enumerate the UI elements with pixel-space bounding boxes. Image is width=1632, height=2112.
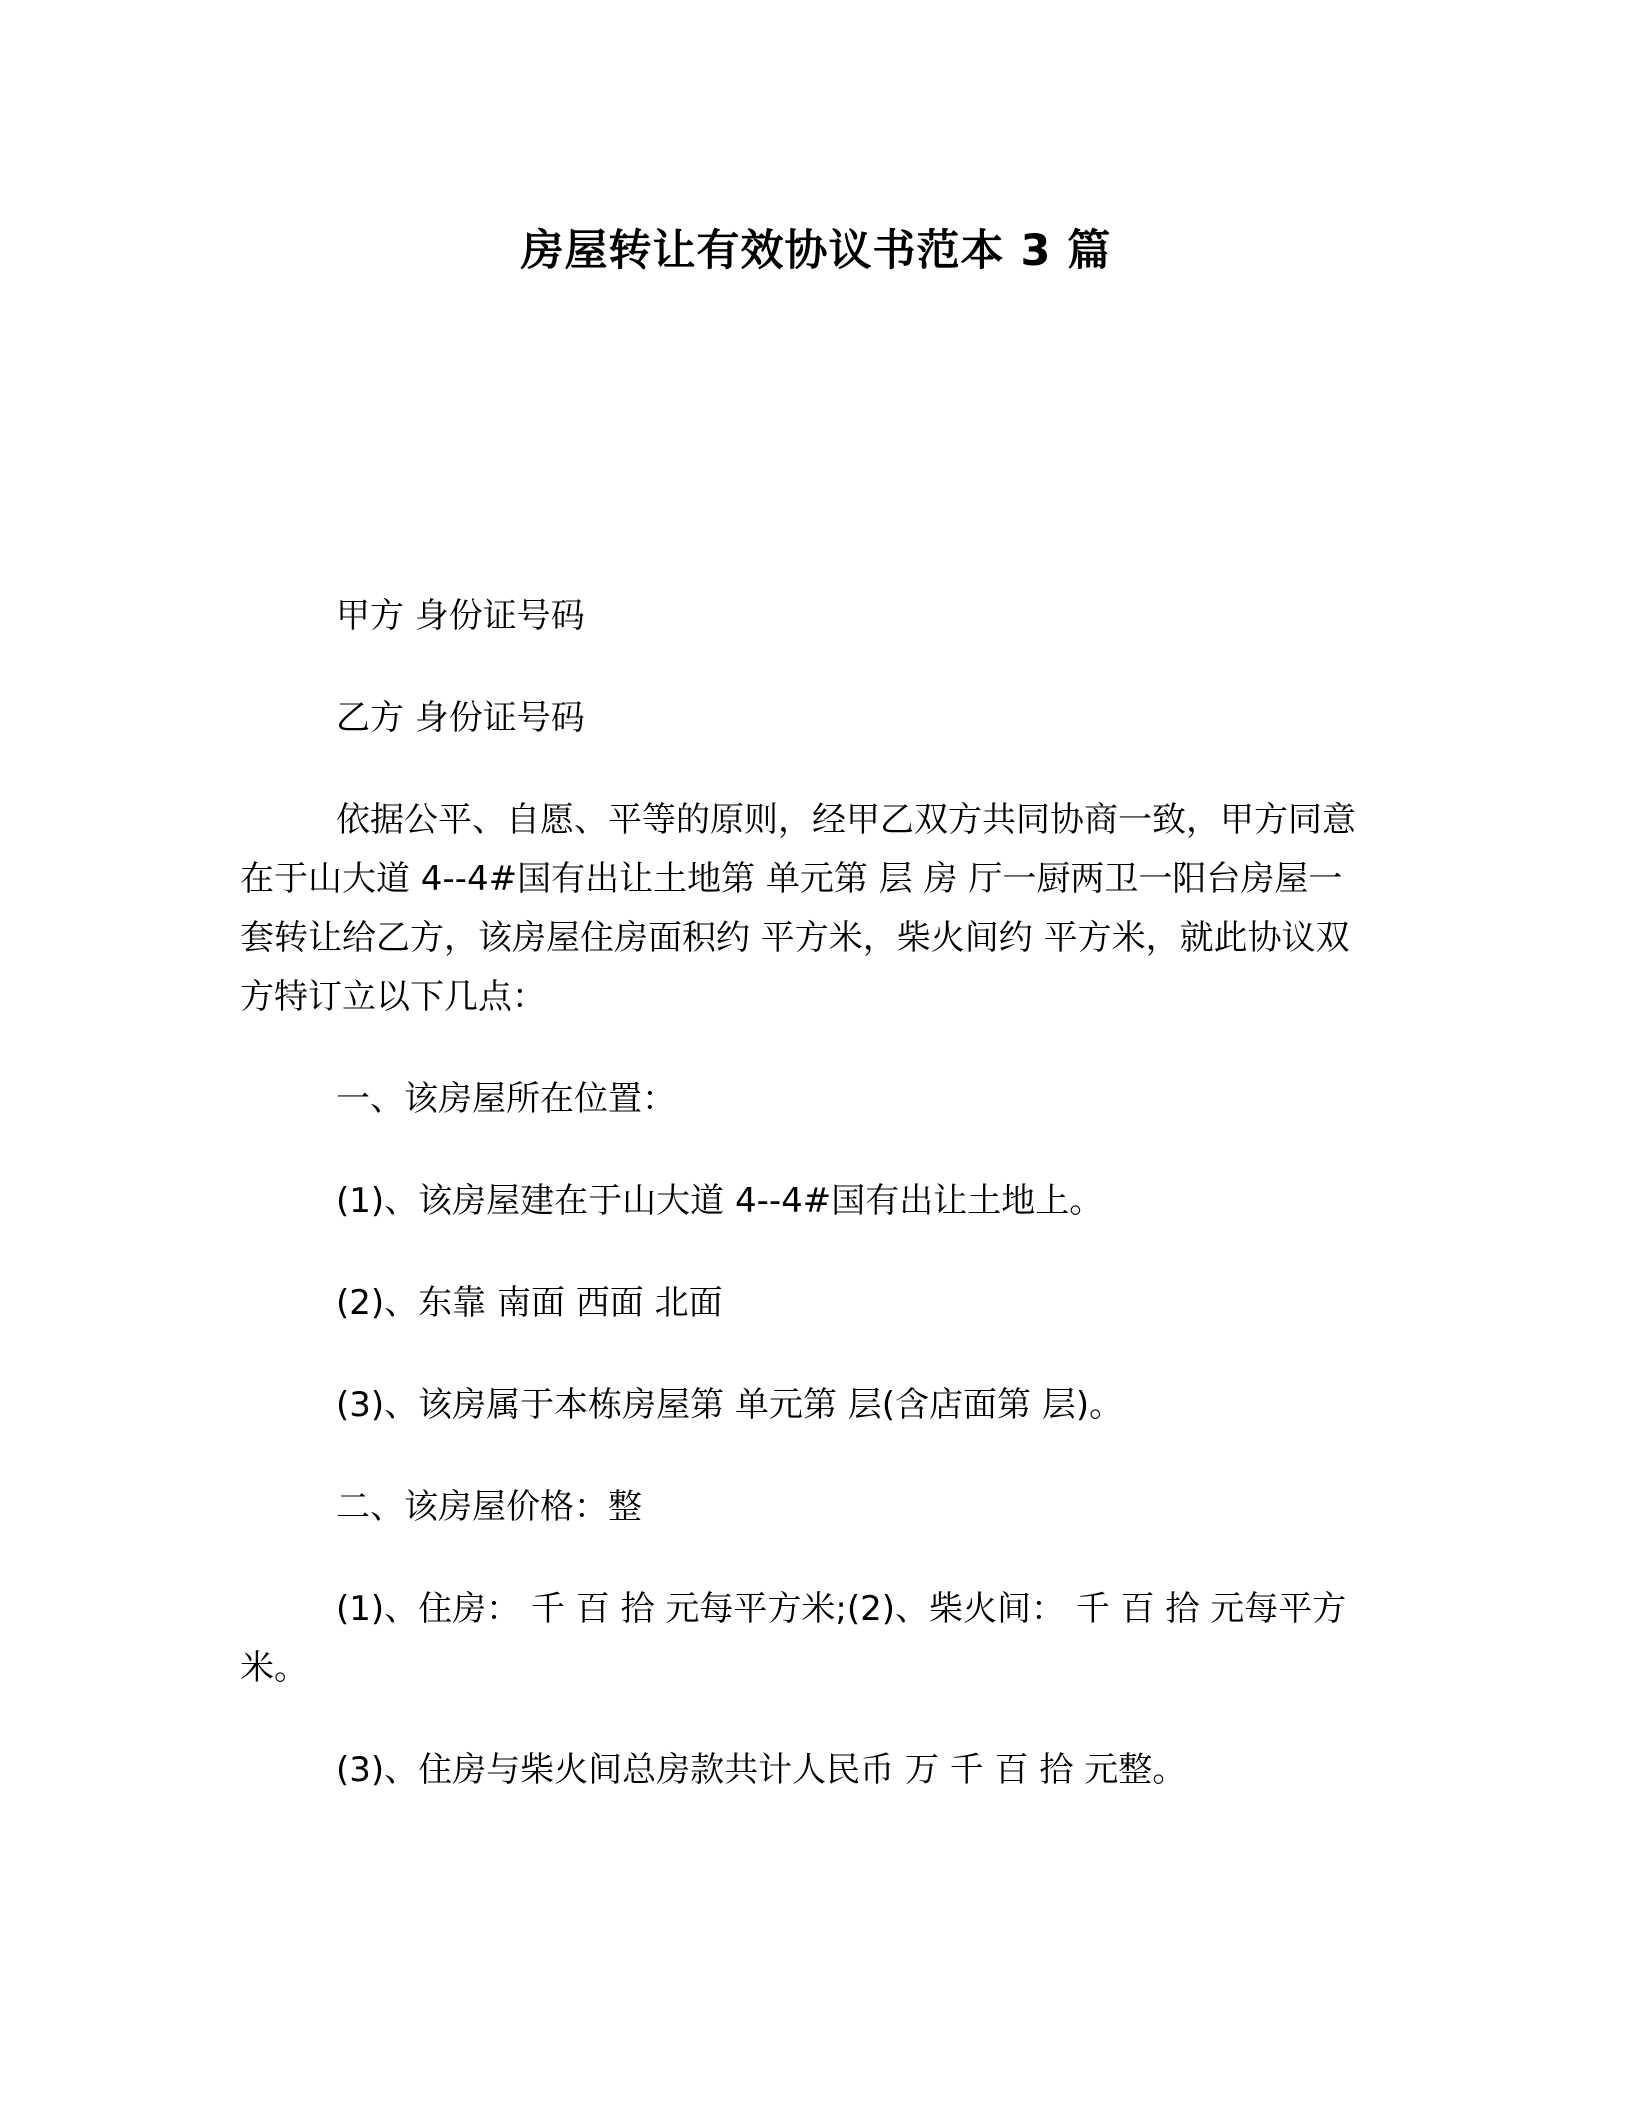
- location-item-2: (2)、东靠 南面 西面 北面: [336, 1283, 723, 1323]
- document-title: 房屋转让有效协议书范本 3 篇: [520, 226, 1112, 276]
- document-body: [240, 587, 1376, 1800]
- location-item-3: (3)、该房属于本栋房屋第 单元第 层(含店面第 层)。: [336, 1385, 1124, 1425]
- party-b-line: 乙方 身份证号码: [336, 698, 585, 738]
- price-item-1-2: (1)、住房： 千 百 拾 元每平方米;(2)、柴火间： 千 百 拾 元每平方米。: [240, 1589, 1347, 1688]
- section-heading-price: 二、该房屋价格：整: [336, 1487, 642, 1527]
- party-a-line: 甲方 身份证号码: [336, 596, 585, 636]
- section-heading-location: 一、该房屋所在位置：: [336, 1079, 676, 1119]
- agreement-intro-paragraph: 依据公平、自愿、平等的原则，经甲乙双方共同协商一致，甲方同意在于山大道 4--4#国有出让土地第 单元第 层 房 厅一厨两卫一阳台房屋一套转让给乙方，该房屋住房面积约 平方米，柴火间约 平方米，就此协议双方特订立以下几点：: [240, 800, 1356, 1017]
- price-item-3: (3)、住房与柴火间总房款共计人民币 万 千 百 拾 元整。: [336, 1750, 1187, 1790]
- location-item-1: (1)、该房屋建在于山大道 4--4#国有出让土地上。: [336, 1181, 1104, 1221]
